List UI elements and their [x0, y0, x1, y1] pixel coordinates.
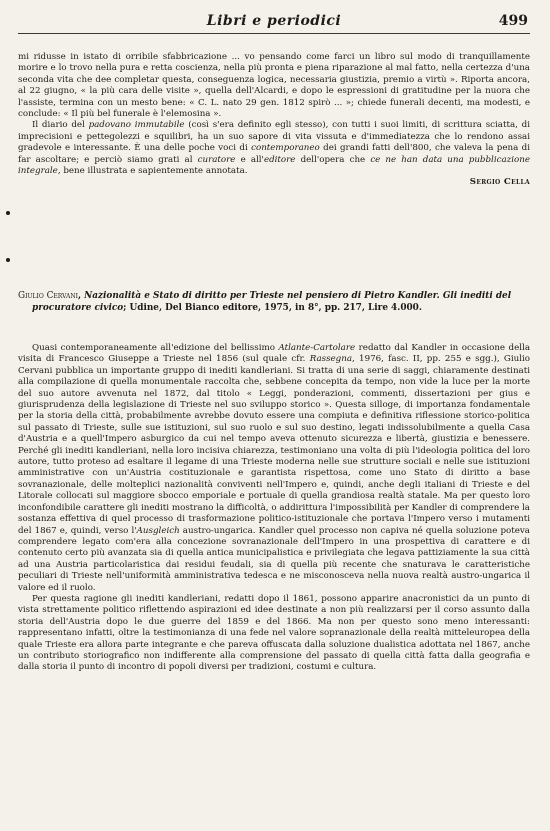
review-2-body [18, 343, 530, 674]
italic-run: Ausgleich [136, 525, 180, 536]
review-1-body [18, 52, 530, 189]
review-2-paragraph-2: Per questa ragione gli inediti kandleriani, redatti dopo il 1861, possono apparire anacronistici da un punto di vista strettamente politico riflettendo aspirazioni ed idee destinate a non più realizzarsi per il corso assunto dalla storia dell'Austria dopo le due guerre del 1859 e del 1866. Ma non per questo sono meno interessanti: rappresentano infatti, oltre la testimonianza di una fede nel valore sopranazionale della realtà mitteleuropea della quale Trieste era allora parte integrante e che pareva offuscata dalla soluzione dualistica adottata nel 1867, anche un contributo storiografico non indifferente alla comprensione del passato di quella città fatta dalla geografia e dalla storia il punto di incontro di popoli diversi per tradizioni, costumi e cultura. [18, 593, 530, 673]
italic-run: editore [263, 154, 296, 165]
review-2-author: Giulio Cervani [18, 291, 78, 301]
text-run: dell'opera che [295, 154, 371, 165]
text-run: Il diario del [32, 120, 89, 131]
margin-mark [6, 211, 10, 215]
text-run: , 1976, fasc. II, pp. 255 e sgg.), Giulio Cervani pubblica un importante gruppo di inediti kandleriani. Si tratta di una serie di saggi, chiaramente destinati alla compilazione di quella monumentale raccolta che, sebbene concepita da tempo, non vide la luce per la morte del suo autore avvenuta nel 1872, dal titolo « Leggi, ponderazioni, commenti, dissertazioni per gius e giurisprudenza della legislazione di Trieste nel suo sviluppo storico ». Questa silloge, di importanza fondamentale per la storia della città, probabilmente avrebbe dovuto essere una compiuta e definitiva riflessione storico-politica sul passato di Trieste, sulle sue istituzioni, sul suo ruolo e sul suo destino, legati indissolubilmente a quella Casa d'Austria e a quell'Impero asburgico da cui nel tempo aveva ottenuto sicurezza e libertà, giustizia e benessere. Perché gli inediti kandleriani, nella loro incisiva chiarezza, testimoniano una volta di più l'ideologia politica del loro autore, tutto proteso ad esaltare il legame di una Trieste moderna nelle sue strutture sociali e nelle sue istituzioni amministrative con un'Austria costituzionale e garantista rispettosa, come uno Stato di diritto a base sovranazionale, delle molteplici nazionalità conviventi nell'Impero e, quindi, anche degli italiani di Trieste e del Litorale collocati sul maggiore sbocco emporiale e portuale di quella grandiosa realtà statale. Ma per questo loro inconfondibile carattere gli inediti mostrano la difficoltà, o addirittura l'impossibilità per Kandler di comprendere la sostanza effettiva di quel processo di trasformazione politico-istituzionale che portava l'Impero verso i mutamenti del 1867 e, quindi, verso l' [18, 354, 531, 536]
italic-run: Atlante-Cartolare [278, 343, 356, 353]
text-run: (così s'era definito egli stesso), con tutti i suoi limiti, di scrittura sciatta, di imprecisioni e pettegolezzi e squilibri, ha un suo sapore di vita vissuta e d'immediatezza che lo rendono assai gradevole e interessante. È una delle poche voci di [18, 120, 530, 154]
review-2-reference: Giulio Cervani, Nazionalità e Stato di diritto per Trieste nel pensiero di Pietro Kandler. Gli inediti del procuratore civico; Udine, Del Bianco editore, 1975, in 8°, pp. 217, Lire 4.000. [18, 291, 512, 313]
page-number: 499 [498, 13, 528, 29]
italic-run: Rassegna [309, 354, 353, 365]
running-head: Libri e periodici [206, 13, 342, 29]
text-run: Quasi contemporaneamente all'edizione del bellissimo [32, 343, 279, 353]
review-2-title: Nazionalità e Stato di diritto per Trieste nel pensiero di Pietro Kandler. Gli inediti del procuratore civico [32, 291, 512, 313]
review-1-signature: Sergio Cella [469, 177, 530, 188]
margin-mark [6, 258, 10, 262]
text-run: , bene illustrata e sapientemente annotata. [57, 166, 248, 177]
italic-run: padovano immutabile [88, 120, 185, 131]
text-run: austro-ungarica. Kandler quel processo non capiva né quella soluzione poteva comprendere legato com'era alla concezione sovranazionale dell'Impero in una prospettiva di carattere e di contenuto certo più avanzata sia di quella antica municipalistica e privilegiata che legava pattiziamente la sua città ad una Austria particolaristica dai residui feudali, sia di quella più recente che snaturava le caratteristiche peculiari di Trieste nell'uniformità amministrativa tedesca e ne misconosceva nella nuova realtà austro-ungarica il valore ed il ruolo. [18, 525, 530, 593]
text-run: e all' [235, 154, 264, 165]
review-2-paragraph-1 [18, 343, 530, 594]
review-1-paragraph-2 [18, 120, 530, 177]
text-run: redatto dal Kandler in occasione della visita di Francesco Giuseppe a Trieste nel 1856 (sul quale cfr. [18, 343, 530, 365]
italic-run: contemporaneo [251, 143, 320, 154]
text-run: dei grandi fatti dell'800, che valeva la pena di far ascoltare; e perciò siamo grati al [18, 143, 530, 165]
review-1-paragraph-1: mi ridusse in istato di orribile sfabbricazione ... vo pensando come farci un libro sul modo di tranquillamente morire e lo trovo nella pura e retta coscienza, nella più pronta e piena riparazione al mal fatto, nella certezza d'una seconda vita che dee completar questa, conseguenza logica, necessaria giustizia, premio a virtù ». Riporta ancora, al 22 giugno, « la più cara delle visite », quella dell'Alcardi, e dopo le espressioni di gratitudine per la nuora che l'assiste, termina con un mesto bene: « C. L. nato 29 gen. 1812 spirò ... »; chiede funerali decenti, ma modesti, e conclude: « Il più bel funerale è l'elemosina ». [18, 52, 530, 120]
page-header [18, 11, 530, 34]
review-2-publication: ; Udine, Del Bianco editore, 1975, in 8°, pp. 217, Lire 4.000. [123, 302, 422, 313]
italic-run: ce ne han data una pubblicazione integrale [18, 154, 530, 177]
italic-run: curatore [197, 154, 236, 165]
